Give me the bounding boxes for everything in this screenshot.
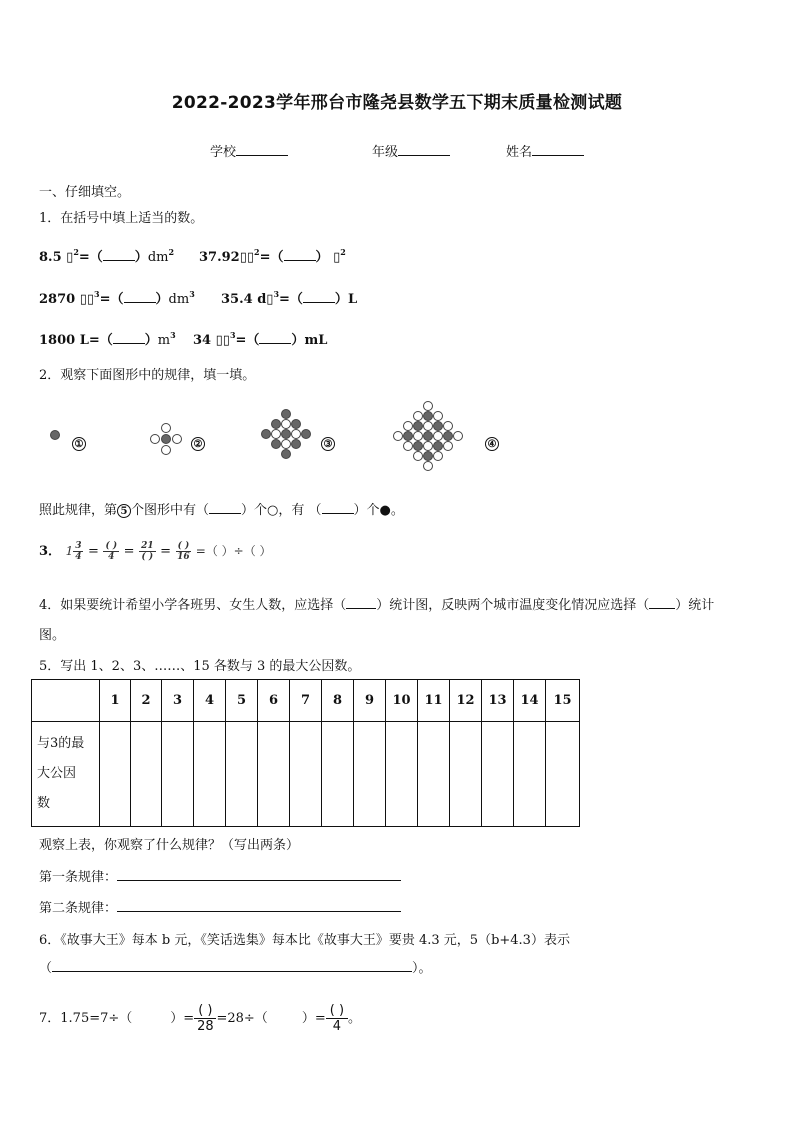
answer-cell[interactable] (258, 722, 290, 827)
hollow-dot (413, 411, 423, 421)
pattern-1-label (72, 432, 86, 451)
q1-r1b-close: ） (315, 250, 329, 265)
q7-eq1: = (183, 1011, 195, 1026)
label-3-icon: ③ (321, 437, 335, 451)
grade-blank (398, 143, 450, 156)
filled-dot (403, 431, 413, 441)
section-heading: 一、仔细填空。 (39, 185, 131, 200)
q3-frac3 (176, 541, 192, 562)
q6-line2 (39, 957, 432, 976)
table-header-cell: 1 (100, 680, 131, 722)
q1-r1a-mid: =（ (78, 250, 103, 265)
answer-cell[interactable] (131, 722, 162, 827)
q1-r2b-blank[interactable] (303, 290, 335, 303)
q1-r3b-mid: =（ (235, 333, 260, 348)
q3-eq1: = (88, 544, 99, 559)
answer-cell[interactable] (482, 722, 514, 827)
q7-f2-n[interactable]: ( ) (326, 1003, 348, 1019)
q1-row2a (39, 288, 195, 307)
q1-r2a-unit-sup: 3 (189, 289, 195, 299)
gcd-table (31, 679, 580, 827)
q1-r2a-pre: 2870 (39, 292, 76, 307)
q1-r3b-blank[interactable] (259, 331, 291, 344)
q5-observe: 观察上表，你观察了什么规律？（写出两条） (39, 838, 300, 853)
name-blank (532, 143, 584, 156)
row-label-line1: 与3的最 (37, 736, 85, 751)
q6-blank[interactable] (52, 959, 412, 972)
q1-r1a-blank[interactable] (103, 248, 135, 261)
missing-glyph-icon: ▯ (333, 250, 341, 265)
q3-f2-d[interactable]: ( ) (141, 552, 154, 562)
filled-dot (423, 451, 433, 461)
missing-glyph-icon: ▯▯ (79, 292, 95, 307)
hollow-dot (281, 419, 291, 429)
q4-line2: 图。 (39, 628, 66, 643)
hollow-dot (413, 431, 423, 441)
hollow-dot (291, 429, 301, 439)
q2-answer-mid2: ）个○，有 （ (241, 503, 322, 518)
q7-f1-n[interactable]: ( ) (194, 1003, 216, 1019)
table-corner-cell (32, 680, 100, 722)
q2-answer-end: ）个●。 (353, 503, 404, 518)
answer-cell[interactable] (450, 722, 482, 827)
q3-f3-d: 16 (177, 552, 190, 562)
table-header-cell: 4 (194, 680, 226, 722)
hollow-dot (281, 439, 291, 449)
hollow-dot (393, 431, 403, 441)
rule2-blank[interactable] (117, 899, 401, 912)
q3-mixed-d: 4 (75, 552, 82, 562)
q3-tail: =（ ）÷（ ） (195, 544, 272, 558)
hollow-dot (443, 421, 453, 431)
q1-row3a (39, 329, 176, 348)
q1-r2a-blank[interactable] (124, 290, 156, 303)
q1-row1a (39, 246, 174, 265)
q4-text1: 4．如果要统计希望小学各班男、女生人数，应选择（ (39, 598, 347, 613)
q1-r2a-unit: dm (168, 292, 190, 307)
table-header-cell: 9 (354, 680, 386, 722)
label-2-icon: ② (191, 437, 205, 451)
q1-r2b-mid: =（ (279, 292, 303, 307)
q3-f1-n[interactable]: ( ) (105, 541, 118, 551)
q1-r1b-pre: 37.92 (199, 250, 240, 265)
hollow-dot (443, 441, 453, 451)
q1-r3b-pre: 34 (193, 333, 212, 348)
q1-r3b-sup: 3 (229, 330, 236, 340)
hollow-dot (433, 431, 443, 441)
q1-r1a-sup: 2 (73, 247, 79, 257)
q7-f2-d: 4 (332, 1019, 342, 1034)
answer-cell[interactable] (194, 722, 226, 827)
label-1-icon: ① (72, 437, 86, 451)
q1-r1a-unit: dm (147, 250, 169, 265)
table-header-cell: 3 (162, 680, 194, 722)
q2-answer (39, 499, 404, 518)
school-label: 学校 (210, 145, 237, 160)
name-label: 姓名 (506, 145, 533, 160)
q1-r3b-unit: mL (304, 333, 328, 348)
filled-dot (271, 439, 281, 449)
q5-rule2 (39, 897, 401, 916)
hollow-dot (172, 434, 182, 444)
q2-blank-2[interactable] (322, 501, 354, 514)
q6-close: ）。 (412, 961, 432, 976)
missing-glyph-icon: ▯ (266, 292, 274, 307)
missing-glyph-icon: ▯▯ (239, 250, 255, 265)
row-label-line3: 数 (37, 796, 51, 811)
filled-dot (301, 429, 311, 439)
q3-label: 3． (39, 544, 62, 559)
filled-dot (291, 419, 301, 429)
pattern-2-label (191, 432, 205, 451)
q4-text2: ）统计图，反映两个城市温度变化情况应选择（ (376, 598, 650, 613)
q6-line1: 6．《故事大王》每本 b 元，《笑话选集》每本比《故事大王》要贵 4.3 元，5（b+4.3）表示 (39, 933, 570, 948)
missing-glyph-icon: ▯▯ (215, 333, 230, 348)
school-field (210, 141, 288, 160)
filled-dot (281, 409, 291, 419)
rule1-blank[interactable] (117, 868, 401, 881)
hollow-dot (150, 434, 160, 444)
hollow-dot (423, 401, 433, 411)
q1-r2a-mid: =（ (99, 292, 124, 307)
q1-row3b (193, 329, 327, 348)
filled-dot (433, 421, 443, 431)
name-field (506, 141, 584, 160)
pattern-4-label (485, 432, 499, 451)
hollow-dot (403, 441, 413, 451)
q1-r2b-close: ） (334, 292, 348, 307)
q1-r1a-close: ） (134, 250, 148, 265)
filled-dot (271, 419, 281, 429)
hollow-dot (271, 429, 281, 439)
table-header-cell: 8 (322, 680, 354, 722)
table-header-cell: 13 (482, 680, 514, 722)
q1-row1b (199, 246, 346, 265)
hollow-dot (423, 441, 433, 451)
q4-blank-2[interactable] (649, 596, 675, 609)
q2-label: 2．观察下面图形中的规律，填一填。 (39, 368, 256, 383)
table-answer-row (32, 722, 580, 827)
row-label-cell (32, 722, 100, 827)
q3-frac1 (103, 541, 119, 562)
q7-frac1 (194, 1003, 216, 1034)
q5-rule1 (39, 866, 401, 885)
answer-cell[interactable] (100, 722, 131, 827)
table-header-cell: 10 (386, 680, 418, 722)
filled-dot (50, 430, 60, 440)
q1-r3a-pre: 1800 L=（ (39, 333, 113, 348)
q5-label: 5．写出 1、2、3、……、15 各数与 3 的最大公因数。 (39, 659, 361, 674)
hollow-dot (433, 451, 443, 461)
table-header-cell: 14 (514, 680, 546, 722)
page-title: 2022-2023学年邢台市隆尧县数学五下期末质量检测试题 (171, 93, 623, 113)
q2-blank-1[interactable] (209, 501, 241, 514)
q1-r3a-unit: m (157, 333, 171, 348)
q3-mixed-n: 3 (75, 541, 82, 551)
filled-dot (161, 434, 171, 444)
answer-cell[interactable] (418, 722, 450, 827)
q1-r1b-mid: =（ (259, 250, 284, 265)
table-header-row (32, 680, 580, 722)
q7-frac2 (326, 1003, 348, 1034)
q3 (39, 540, 272, 562)
q2-answer-pre: 照此规律，第 (39, 503, 118, 518)
filled-dot (413, 441, 423, 451)
circled-5-icon: 5 (117, 504, 131, 518)
q3-mixed-frac (73, 541, 83, 562)
q1-r3a-close: ） (144, 333, 158, 348)
q1-r2b-sup: 3 (273, 289, 280, 299)
table-header-cell: 11 (418, 680, 450, 722)
rule2-label: 第二条规律： (39, 901, 118, 916)
pattern-3-label (321, 432, 335, 451)
q7 (39, 1003, 361, 1034)
filled-dot (433, 441, 443, 451)
answer-cell[interactable] (546, 722, 580, 827)
q3-f1-d: 4 (108, 552, 115, 562)
filled-dot (291, 439, 301, 449)
q7-f1-d: 28 (197, 1019, 214, 1034)
missing-glyph-icon: ▯ (66, 250, 74, 265)
filled-dot (423, 411, 433, 421)
table-header-cell: 6 (258, 680, 290, 722)
hollow-dot (453, 431, 463, 441)
table-header-cell: 12 (450, 680, 482, 722)
q1-r1b-blank[interactable] (284, 248, 316, 261)
q1-r1a-pre: 8.5 (39, 250, 62, 265)
q3-frac2 (139, 541, 156, 562)
q7-mid: =28÷（ (216, 1011, 268, 1026)
hollow-dot (161, 423, 171, 433)
q3-f3-n[interactable]: ( ) (177, 541, 190, 551)
answer-cell[interactable] (226, 722, 258, 827)
q1-r3a-unit-sup: 3 (170, 330, 176, 340)
answer-cell[interactable] (354, 722, 386, 827)
filled-dot (281, 429, 291, 439)
label-4-icon: ④ (485, 437, 499, 451)
q7-end: 。 (348, 1011, 362, 1026)
filled-dot (261, 429, 271, 439)
filled-dot (281, 449, 291, 459)
q1-r1b-unit-sup: 2 (340, 247, 346, 257)
hollow-dot (413, 451, 423, 461)
answer-cell[interactable] (322, 722, 354, 827)
filled-dot (423, 431, 433, 441)
q4-text3: ）统计 (675, 598, 715, 613)
q3-eq2: = (123, 544, 135, 559)
hollow-dot (423, 461, 433, 471)
q1-r1b-sup: 2 (254, 247, 260, 257)
q1-r2b-unit: L (347, 292, 358, 307)
q3-whole: 1 (65, 544, 74, 558)
filled-dot (413, 421, 423, 431)
q1-r2a-sup: 3 (94, 289, 100, 299)
table-header-cell: 7 (290, 680, 322, 722)
q3-f2-n: 21 (141, 541, 154, 551)
q6-open: （ (39, 961, 53, 976)
q2-answer-mid: 个图形中有（ (131, 503, 210, 518)
hollow-dot (433, 411, 443, 421)
hollow-dot (403, 421, 413, 431)
grade-label: 年级 (372, 145, 399, 160)
table-header-cell: 2 (131, 680, 162, 722)
q7-c2: ） (301, 1011, 315, 1026)
answer-cell[interactable] (386, 722, 418, 827)
q7-eq2: = (314, 1011, 326, 1026)
hollow-dot (423, 421, 433, 431)
row-label-line2: 大公因 (37, 766, 77, 781)
q7-pre: 7．1.75=7÷（ (39, 1011, 133, 1026)
answer-cell[interactable] (514, 722, 546, 827)
answer-cell[interactable] (290, 722, 322, 827)
q1-r1a-unit-sup: 2 (168, 247, 175, 257)
q1-r3a-blank[interactable] (113, 331, 145, 344)
grade-field (372, 141, 450, 160)
q7-c1: ） (170, 1011, 184, 1026)
table-header-cell: 5 (226, 680, 258, 722)
q3-eq3: = (160, 544, 172, 559)
q4-blank-1[interactable] (346, 596, 376, 609)
filled-dot (443, 431, 453, 441)
answer-cell[interactable] (162, 722, 194, 827)
q1-row2b (221, 288, 357, 307)
q1-r2a-close: ） (155, 292, 169, 307)
hollow-dot (161, 445, 171, 455)
school-blank (236, 143, 288, 156)
q4-line1 (39, 594, 714, 613)
rule1-label: 第一条规律： (39, 870, 118, 885)
q1-label: 1．在括号中填上适当的数。 (39, 211, 204, 226)
q1-r2b-pre: 35.4 d (221, 292, 267, 307)
table-header-cell: 15 (546, 680, 580, 722)
q1-r3b-close: ） (291, 333, 305, 348)
